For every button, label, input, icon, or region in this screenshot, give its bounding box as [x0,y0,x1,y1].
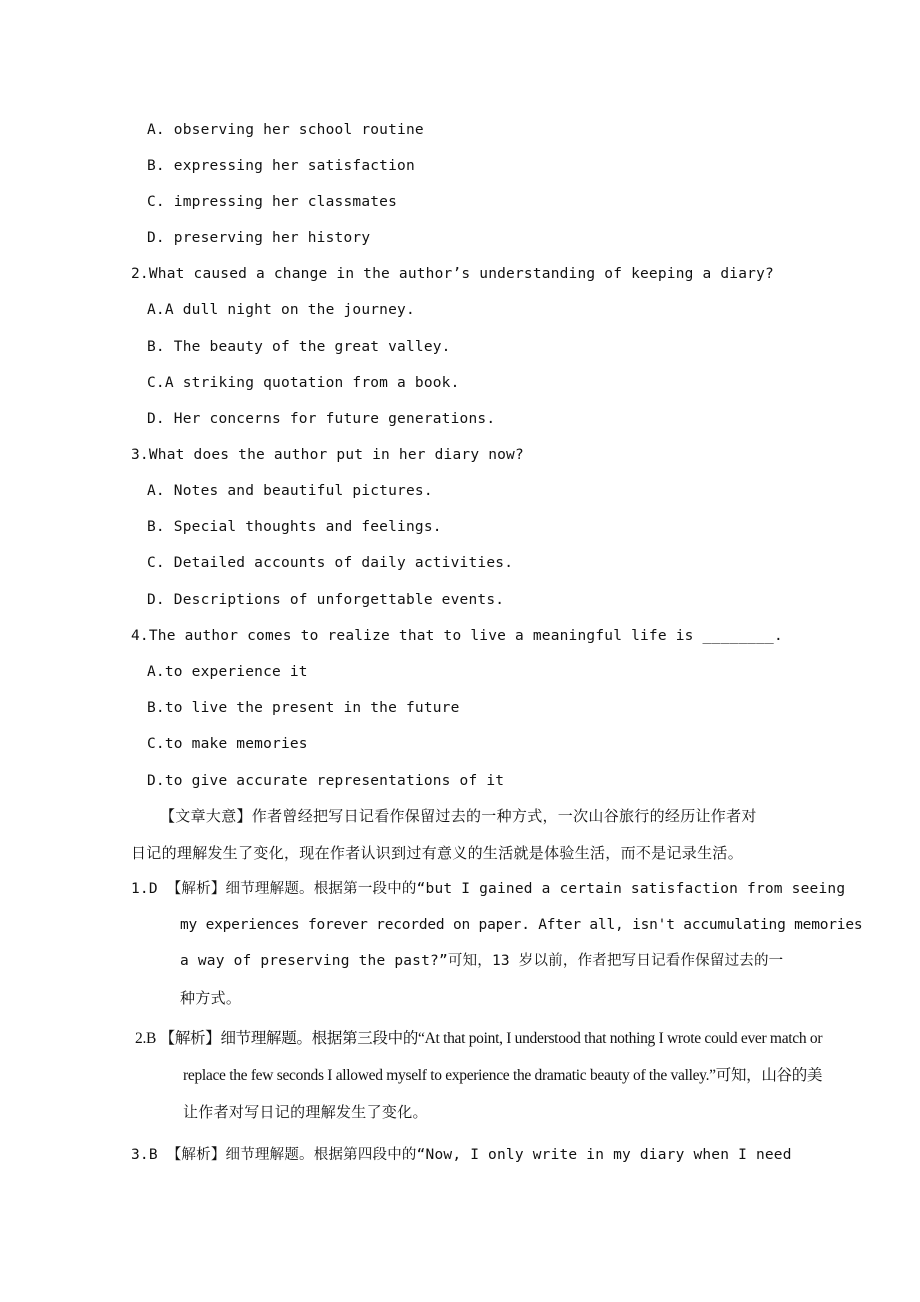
q1-option-b: B. expressing her satisfaction [147,158,415,174]
answer-2-line-1: 2.B 【解析】细节理解题。根据第三段中的“At that point, I understood that nothing I wrote could ever match or [135,1030,823,1047]
question-3-text: 3.What does the author put in her diary now? [131,447,524,463]
q2-option-b: B. The beauty of the great valley. [147,339,451,355]
q2-option-c: C.A striking quotation from a book. [147,375,460,391]
q3-option-d: D. Descriptions of unforgettable events. [147,592,505,608]
q3-option-c: C. Detailed accounts of daily activities. [147,555,514,571]
q4-option-d: D.to give accurate representations of it [147,773,505,789]
summary-line-1: 【文章大意】作者曾经把写日记看作保留过去的一种方式，一次山谷旅行的经历让作者对 [160,807,757,825]
answer-1-line-3: a way of preserving the past?”可知，13 岁以前，作者把写日记看作保留过去的一 [180,953,784,969]
answer-2-line-3: 让作者对写日记的理解发生了变化。 [183,1103,428,1121]
q4-option-a: A.to experience it [147,664,308,680]
q2-option-a: A.A dull night on the journey. [147,302,415,318]
q4-option-b: B.to live the present in the future [147,700,460,716]
answer-1-line-2: my experiences forever recorded on paper. After all, isn't accumulating memories [180,917,863,933]
answer-3-line-1: 3.B 【解析】细节理解题。根据第四段中的“Now, I only write in my diary when I need [131,1147,792,1163]
answer-1-line-4: 种方式。 [180,989,242,1007]
q3-option-a: A. Notes and beautiful pictures. [147,483,433,499]
answer-2-line-2: replace the few seconds I allowed myself to experience the dramatic beauty of the valley.”可知，山谷的美 [183,1067,823,1084]
q4-option-c: C.to make memories [147,736,308,752]
q1-option-c: C. impressing her classmates [147,194,398,210]
q3-option-b: B. Special thoughts and feelings. [147,519,442,535]
question-4-text: 4.The author comes to realize that to live a meaningful life is ________. [131,628,783,644]
question-2-text: 2.What caused a change in the author’s understanding of keeping a diary? [131,266,774,282]
answer-1-line-1: 1.D 【解析】细节理解题。根据第一段中的“but I gained a certain satisfaction from seeing [131,881,846,897]
q2-option-d: D. Her concerns for future generations. [147,411,496,427]
q1-option-d: D. preserving her history [147,230,371,246]
q1-option-a: A. observing her school routine [147,122,424,138]
summary-line-2: 日记的理解发生了变化，现在作者认识到过有意义的生活就是体验生活，而不是记录生活。 [131,844,744,862]
